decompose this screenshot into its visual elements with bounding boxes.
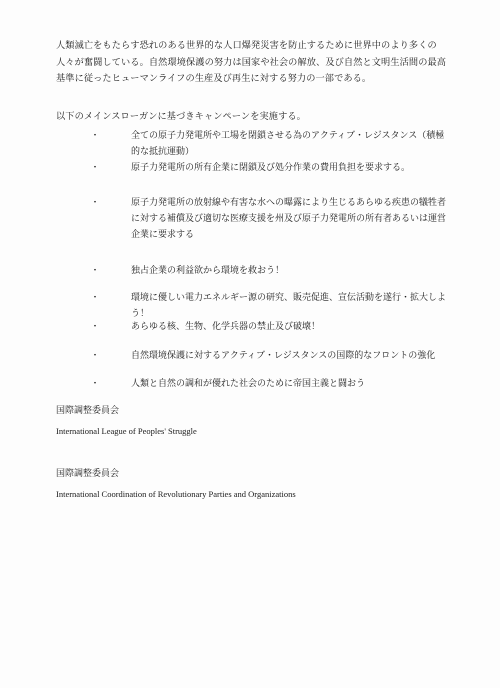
signatory-block xyxy=(56,405,197,437)
list-item-text: 原子力発電所の所有企業に閉鎖及び処分作業の費用負担を要求する。 xyxy=(131,163,411,173)
bullet-icon: ・ xyxy=(90,163,100,173)
slogan-lead: 以下のメインスローガンに基づきキャンペーンを実施する。 xyxy=(56,111,306,122)
signatory-name-en: International Coordination of Revolutionary Parties and Organizations xyxy=(56,489,296,499)
list-item-text: 自然環境保護に対するアクティブ・レジスタンスの国際的なフロントの強化 xyxy=(131,351,436,361)
bullet-icon: ・ xyxy=(90,266,100,276)
list-item-text: 人類と自然の調和が優れた社会のために帝国主義と闘おう xyxy=(131,379,366,389)
list-item-text: 独占企業の利益欲から環境を救おう！ xyxy=(131,266,285,276)
list-item-text: あらゆる核、生物、化学兵器の禁止及び破壊！ xyxy=(131,322,321,332)
signatory-name-jp: 国際調整委員会 xyxy=(56,406,120,416)
bullet-icon: ・ xyxy=(90,293,100,303)
bullet-icon: ・ xyxy=(90,351,100,361)
signatory-name-en: International League of Peoples' Struggle xyxy=(56,426,197,436)
signatory-block xyxy=(56,468,296,500)
bullet-icon: ・ xyxy=(90,379,100,389)
list-item-text: 全ての原子力発電所や工場を閉鎖させる為のアクティブ・レジスタンス（積極的な抵抗運動） xyxy=(131,131,445,157)
bullet-icon: ・ xyxy=(90,198,100,208)
list-item-text: 原子力発電所の放射線や有害な水への曝露により生じるあらゆる疾患の犠牲者に対する補償及び適切な医療支援を州及び原子力発電所の所有者あるいは運営企業に要求する xyxy=(131,198,447,240)
bullet-icon: ・ xyxy=(90,322,100,332)
intro-paragraph: 人類滅亡をもたらす恐れのある世界的な人口爆発災害を防止するために世界中のより多くの人々が奮闘している。自然環境保護の努力は国家や社会の解放、及び自然と文明生活間の最高基準に従ったヒューマンライフの生産及び再生に対する努力の一部である。 xyxy=(56,40,447,84)
signatory-name-jp: 国際調整委員会 xyxy=(56,469,120,479)
list-item-text: 環境に優しい電力エネルギー源の研究、販売促進、宣伝活動を遂行・拡大しよう！ xyxy=(131,293,447,319)
bullet-icon: ・ xyxy=(90,131,100,141)
